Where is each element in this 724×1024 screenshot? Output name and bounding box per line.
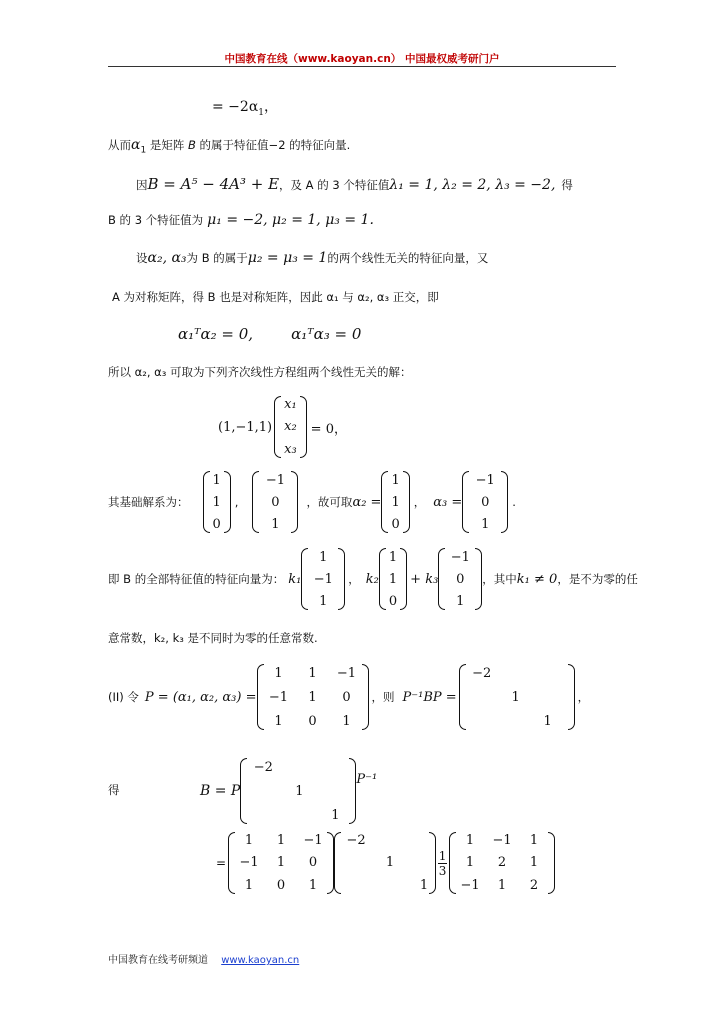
cell: 2 [529,878,539,894]
matrix-cells [456,832,548,894]
left-paren [449,832,456,894]
comma: ， [348,572,360,586]
left-paren [240,758,247,824]
cell: 0 [276,878,286,894]
header-rule [108,66,616,67]
basis-vector-1 [203,471,231,533]
equals-sign: = [216,856,227,870]
system-end: = 0， [310,421,347,437]
left-paren [257,664,264,730]
cell: 1 [319,593,328,609]
B-decomposition [200,758,377,824]
right-paren [224,471,231,533]
text-post: 的属于特征值−2 的特征向量. [195,138,351,152]
eq-text: = −2α [212,99,259,115]
text-pre: 因 [136,178,148,192]
cell: −2 [253,759,273,775]
paragraph-symmetric: A 为对称矩阵，得 B 也是对称矩阵，因此 α₁ 与 α₂, α₃ 正交，即 [112,290,439,304]
matrix-P-final [228,832,334,894]
vec-cells [386,548,400,610]
PinvBP: P⁻¹BP = [402,689,457,705]
right-paren [400,548,407,610]
matrix-cells [264,664,362,730]
cell: 0 [388,593,398,609]
cell: −2 [346,832,366,848]
vec-cells [469,471,501,533]
right-paren [429,832,436,894]
k2-symbol: k₂ [365,571,379,587]
part-ii-label: (II) 令 [108,690,139,704]
vec-cells [210,471,224,533]
alpha3-label: α₃ = [433,494,463,510]
cell: x₂ [284,419,297,435]
basis-solution-row [108,471,516,533]
cell: −1 [450,549,470,565]
cell: 1 [529,832,539,848]
cell: −1 [265,472,286,488]
cell: 1 [456,593,465,609]
P-inverse: P⁻¹ [356,772,378,787]
cell: 2 [497,855,507,871]
x-vector-cells [281,396,300,458]
cell: 1 [419,878,429,894]
then-text: ，则 [371,690,395,704]
orthogonality-equations: α₁ᵀα₂ = 0, α₁ᵀα₃ = 0 [178,325,362,343]
equation-neg2-alpha [212,96,278,118]
paragraph-eigenvector-alpha1 [108,137,350,155]
left-paren [438,548,445,610]
cell: 0 [342,689,351,705]
text-pre: B 的 3 个特征值为 [108,213,204,227]
eigvec-2 [379,548,407,610]
right-paren [475,548,482,610]
text-pre: 设 [136,251,148,265]
formula-B: B = A⁵ − 4A³ + E [147,175,280,193]
final-product [216,832,555,894]
cell: −1 [460,878,480,894]
basis-mid-text: ，故可取 [306,495,353,509]
matrix-P-inverse [449,832,555,894]
cell: 1 [308,665,317,681]
coefficient-row: (1,−1,1) [218,419,273,435]
right-paren [327,832,334,894]
cell: 1 [295,783,304,799]
text-pre: 从而 [108,138,131,152]
cell: 0 [308,855,318,871]
matrix-D [459,664,575,730]
linear-system [218,396,347,458]
footer-text: 中国教育在线考研频道 [108,955,208,966]
left-paren [252,471,259,533]
matrix-D-final [334,832,436,894]
cell: −1 [268,689,289,705]
mu-equal: μ₂ = μ₃ = 1 [247,250,328,266]
cell: 1 [274,713,283,729]
page-footer [108,951,299,966]
alpha-symbol: α [131,137,141,153]
cell: x₁ [284,396,297,412]
paragraph-B-formula [136,175,573,193]
cell: −1 [303,832,323,848]
eq-end: ， [264,99,279,115]
all-eigenvectors-row [108,548,638,610]
fraction-denominator: 3 [438,863,447,878]
cell: 0 [391,516,400,532]
eig-label: 即 B 的全部特征值的特征向量为： [108,572,285,586]
vec-cells [445,548,475,610]
comma: , [234,495,239,509]
cell: 1 [212,472,221,488]
vec-cells [308,548,338,610]
cell: 1 [342,713,351,729]
text-mid: 是矩阵 [146,138,189,152]
eigenvalues-B: μ₁ = −2, μ₂ = 1, μ₃ = 1. [207,212,374,228]
cell: −1 [492,832,512,848]
paragraph-homogeneous-system: 所以 α₂, α₃ 可取为下列齐次线性方程组两个线性无关的解： [108,365,412,379]
basis-label: 其基础解系为： [108,495,189,509]
vec-cells [259,471,291,533]
cell: 1 [388,571,398,587]
matrix-cells [235,832,327,894]
cell: 1 [465,832,475,848]
cell: 1 [271,516,280,532]
page-header: 中国教育在线（www.kaoyan.cn） 中国最权威考研门户 [224,53,500,65]
de-label: 得 [108,783,120,797]
right-paren [403,471,410,533]
paragraph-arbitrary-constants: 意常数，k₂, k₃ 是不同时为零的任意常数. [108,631,318,645]
left-paren [459,664,466,730]
cell: 1 [276,832,286,848]
cell: 1 [388,549,398,565]
alpha-sub: 1 [140,145,147,156]
paragraph-alpha2-alpha3 [136,250,488,266]
cell: −1 [239,855,259,871]
cell: 0 [271,494,280,510]
cell: −1 [475,472,495,488]
cell: 1 [511,689,520,705]
eig-post-a: ，其中 [482,572,517,586]
text-post: 的两个线性无关的特征向量，又 [327,251,489,265]
cell: 1 [391,494,400,510]
B-equals-P: B = P [200,783,241,799]
left-paren [379,548,386,610]
left-paren [228,832,235,894]
footer-link[interactable]: www.kaoyan.cn [221,955,300,966]
cell: 1 [319,549,328,565]
alpha23: α₂, α₃ [147,250,187,266]
cell: 1 [465,855,475,871]
cell: 0 [212,516,221,532]
x-vector [274,396,307,458]
cell: −1 [336,665,357,681]
fraction-numerator: 1 [438,848,447,863]
comma: ， [577,690,590,704]
left-paren [301,548,308,610]
left-paren [203,471,210,533]
cell: 1 [244,878,254,894]
k3-symbol: + k₃ [410,571,439,587]
matrix-cells [247,758,349,824]
cell: 0 [481,494,490,510]
cell: 1 [244,832,254,848]
left-paren [274,396,281,458]
alpha2-vector [381,471,409,533]
right-paren [349,758,356,824]
text-post: 得 [561,178,573,192]
eigenvalues-A: λ₁ = 1, λ₂ = 2, λ₃ = −2, [389,177,556,193]
cell: 1 [276,855,286,871]
cell: 1 [543,713,552,729]
eq-sub: 1 [258,107,265,118]
fraction-one-third [438,849,447,878]
right-paren [300,396,307,458]
right-paren [548,832,555,894]
vec-cells [388,471,402,533]
alpha3-vector [462,471,508,533]
right-paren [291,471,298,533]
left-paren [462,471,469,533]
right-paren [362,664,369,730]
cell: −2 [472,665,492,681]
k1-condition: k₁ ≠ 0 [516,571,558,587]
cell: 1 [331,807,340,823]
cell: 1 [497,878,507,894]
matrix-B-symbol: B [188,138,196,152]
cell: 1 [385,855,395,871]
left-paren [334,832,341,894]
matrix-D-2 [240,758,356,824]
right-paren [568,664,575,730]
P-definition: P = (α₁, α₂, α₃) = [144,689,257,705]
cell: 1 [274,665,283,681]
cell: 0 [308,713,317,729]
cell: 1 [308,689,317,705]
matrix-cells [466,664,568,730]
cell: 1 [212,494,221,510]
cell: x₃ [284,442,297,458]
cell: 1 [529,855,539,871]
part-ii-row [108,664,589,730]
matrix-cells [341,832,429,894]
alpha2-label: α₂ = [352,494,382,510]
cell: −1 [313,571,333,587]
paragraph-B-eigenvalues [108,212,374,228]
matrix-P [257,664,369,730]
right-paren [338,548,345,610]
k1-symbol: k₁ [288,571,302,587]
eigvec-1 [301,548,345,610]
right-paren [501,471,508,533]
cell: 0 [456,571,465,587]
eig-post-b: ，是不为零的任 [557,572,638,586]
period: . [512,495,516,509]
left-paren [381,471,388,533]
eigvec-3 [438,548,482,610]
comma: ， [413,495,426,509]
text-mid: 为 B 的属于 [186,251,248,265]
cell: 1 [391,472,400,488]
basis-vector-2 [252,471,298,533]
cell: 1 [308,878,318,894]
cell: 1 [481,516,490,532]
text-mid: ，及 A 的 3 个特征值 [279,178,390,192]
